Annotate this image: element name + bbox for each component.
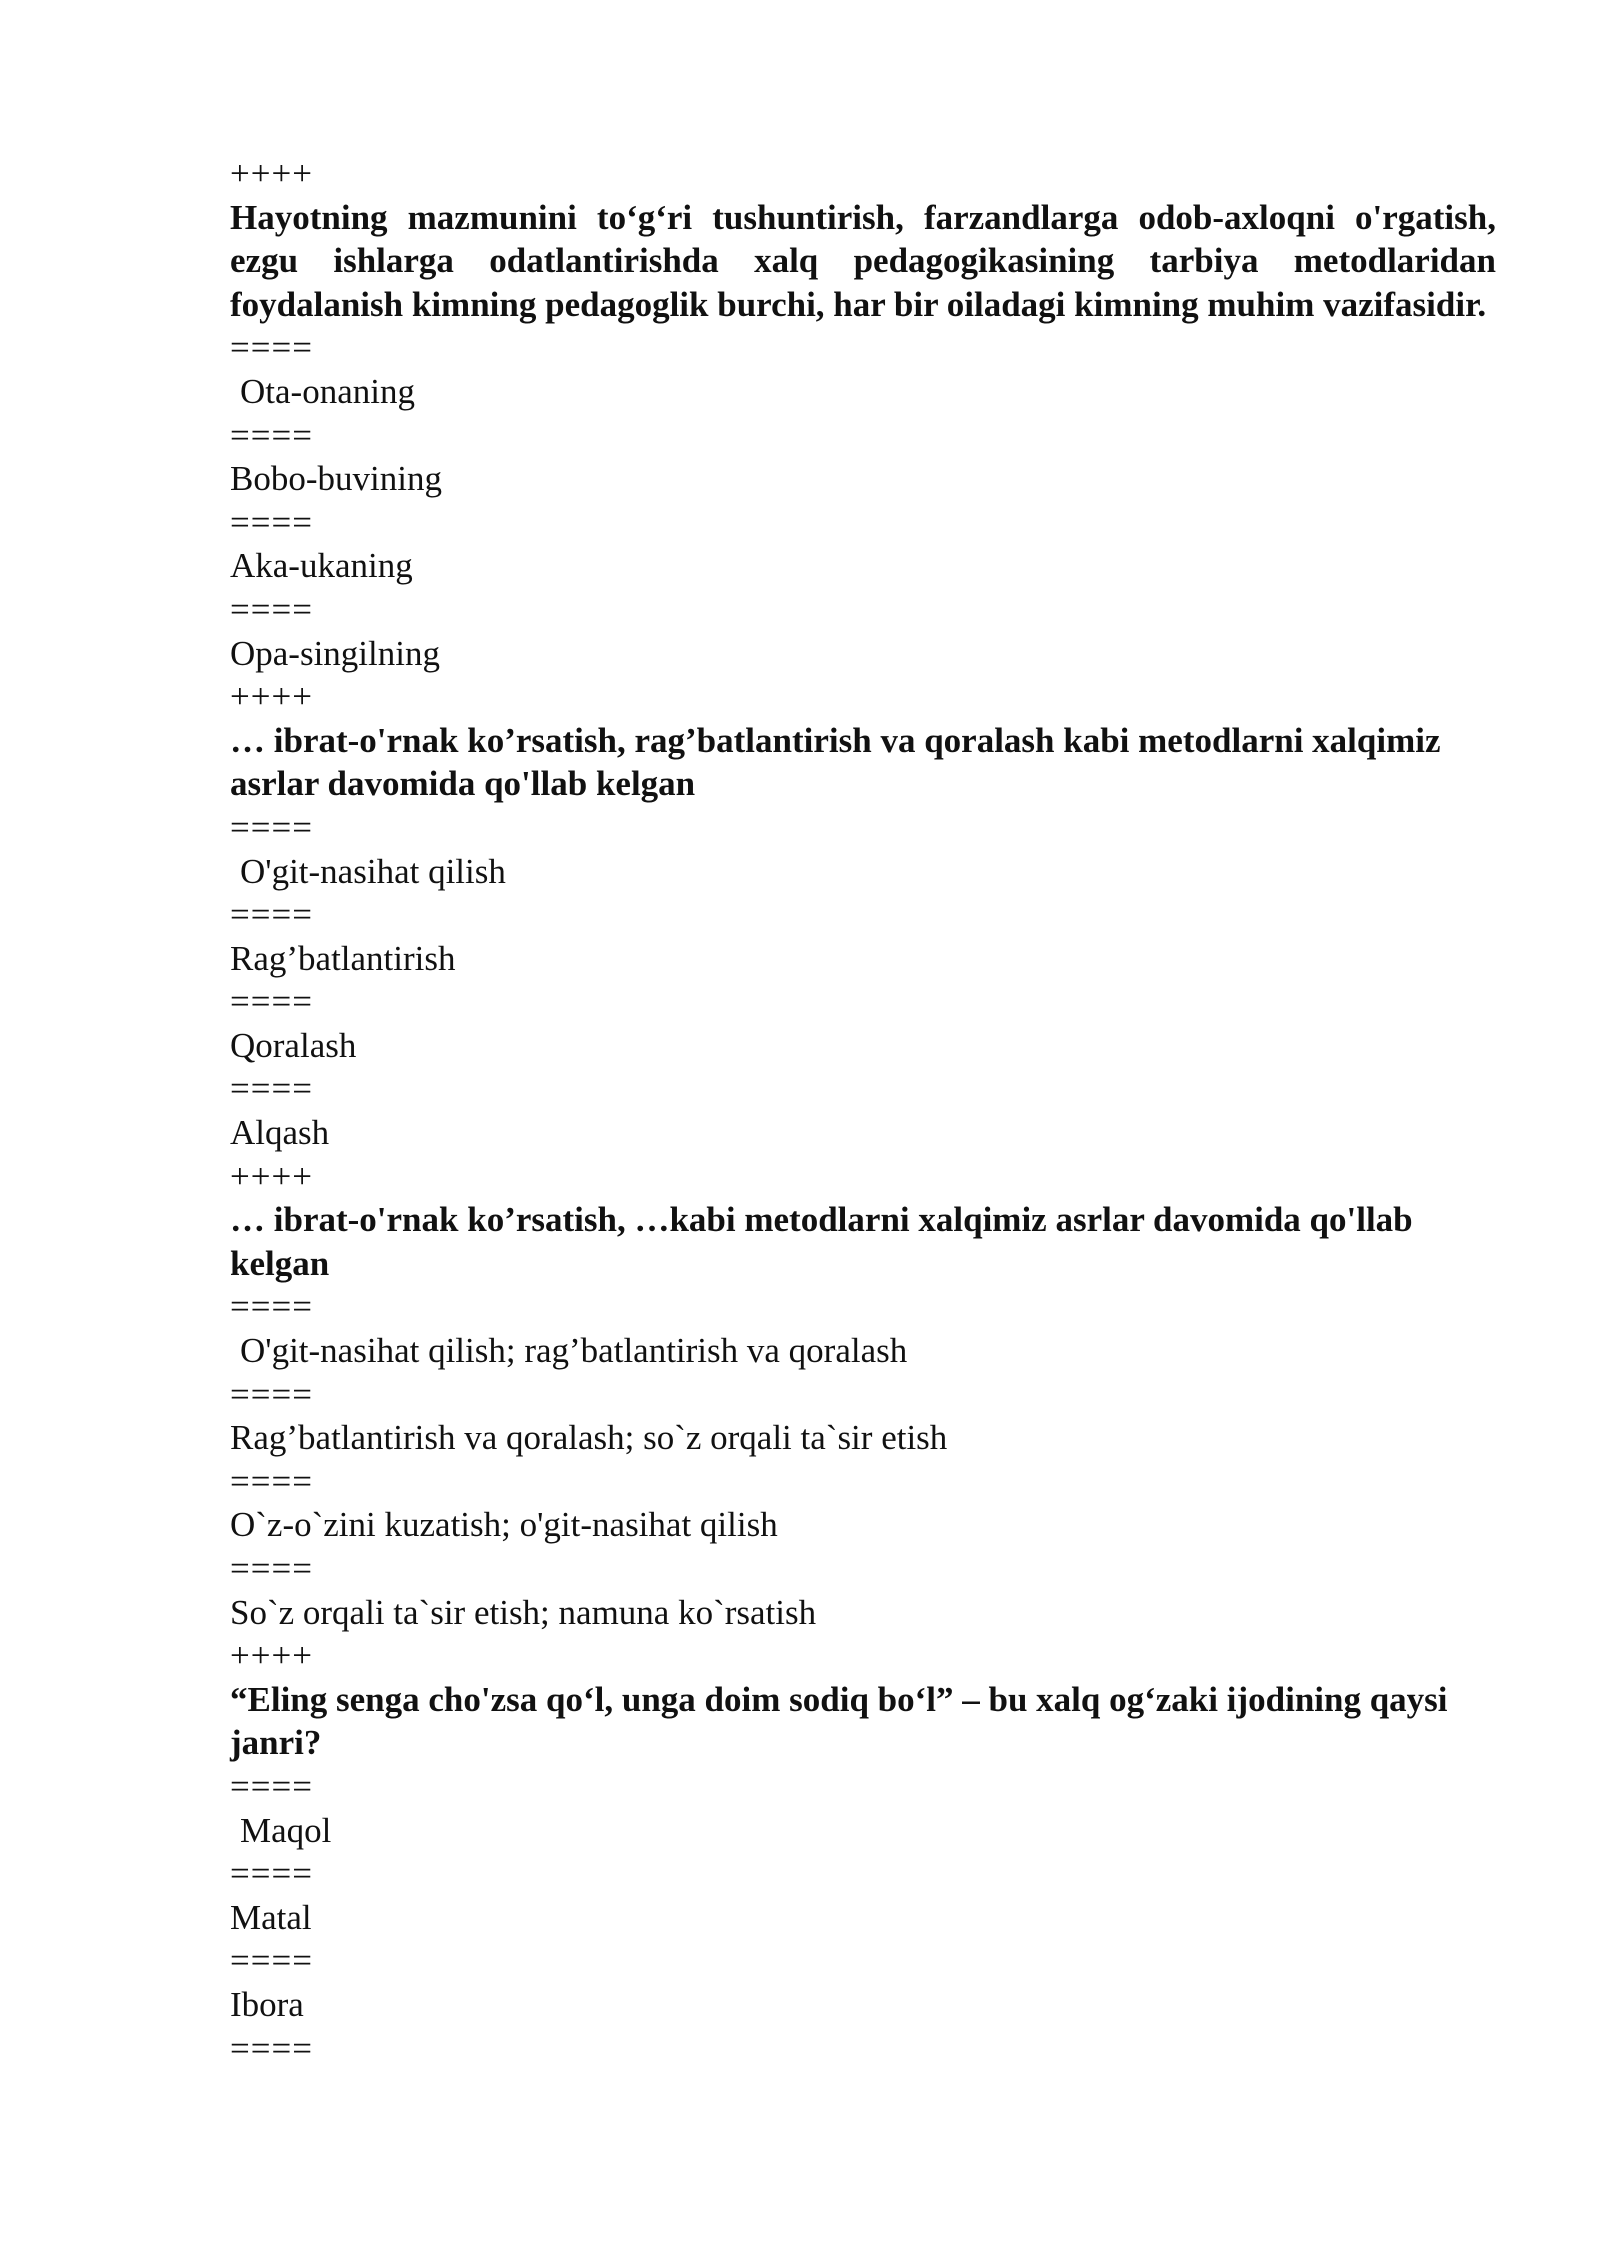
answer-option: Rag’batlantirish va qoralash; so`z orqali ta`sir etish	[230, 1418, 948, 1458]
question-separator: ++++	[230, 1636, 313, 1676]
question-text: “Eling senga cho'zsa qo‘l, unga doim sodiq bo‘l” – bu xalq og‘zaki ijodining qaysi janri?	[230, 1679, 1448, 1763]
answer-option: Alqash	[230, 1113, 330, 1153]
answer-option: O'git-nasihat qilish; rag’batlantirish va qoralash	[240, 1331, 908, 1371]
answer-option: Aka-ukaning	[230, 546, 413, 586]
option-separator: ====	[230, 1461, 313, 1501]
option-separator: ====	[230, 1069, 313, 1109]
answer-option: O`z-o`zini kuzatish; o'git-nasihat qilish	[230, 1505, 778, 1545]
option-separator: ====	[230, 1549, 313, 1588]
question-separator: ++++	[230, 677, 313, 717]
question-separator: ++++	[230, 154, 313, 193]
question-separator: ++++	[230, 1156, 313, 1196]
option-separator: ====	[230, 895, 313, 935]
option-separator: ====	[230, 1374, 313, 1414]
option-separator: ====	[230, 1854, 313, 1894]
option-separator: ====	[230, 328, 313, 368]
answer-option: Bobo-buvining	[230, 459, 442, 499]
answer-option: Maqol	[240, 1810, 332, 1850]
document-page	[230, 152, 1496, 2070]
question-text: Hayotning mazmunini to‘g‘ri tushuntirish, farzandlarga odob-axloqni o'rgatish, ezgu ishlarga odatlantirishda xalq pedagogikasining tarbiya metodlaridan foydalanish kimning pedagoglik burchi, har bir oiladagi kimning muhim vazifasidir.	[230, 197, 1496, 324]
answer-option: So`z orqali ta`sir etish; namuna ko`rsatish	[230, 1592, 817, 1632]
answer-option: Opa-singilning	[230, 633, 440, 673]
option-separator: ====	[230, 1941, 313, 1981]
option-separator: ====	[230, 589, 313, 629]
answer-option: Rag’batlantirish	[230, 938, 456, 978]
question-text: … ibrat-o'rnak ko’rsatish, …kabi metodlarni xalqimiz asrlar davomida qo'llab kelgan	[230, 1200, 1413, 1283]
option-separator: ====	[230, 415, 313, 455]
question-text: … ibrat-o'rnak ko’rsatish, rag’batlantirish va qoralash kabi metodlarni xalqimiz asrlar davomida qo'llab kelgan	[230, 720, 1441, 804]
option-separator: ====	[230, 502, 313, 542]
answer-option: Ibora	[230, 1984, 304, 2024]
answer-option: O'git-nasihat qilish	[240, 851, 506, 891]
option-separator: ====	[230, 2028, 313, 2068]
answer-option: Qoralash	[230, 1025, 357, 1065]
option-separator: ====	[230, 807, 313, 847]
option-separator: ====	[230, 1287, 313, 1327]
answer-option: Ota-onaning	[240, 371, 415, 411]
option-separator: ====	[230, 1766, 313, 1806]
option-separator: ====	[230, 982, 313, 1022]
answer-option: Matal	[230, 1897, 312, 1937]
